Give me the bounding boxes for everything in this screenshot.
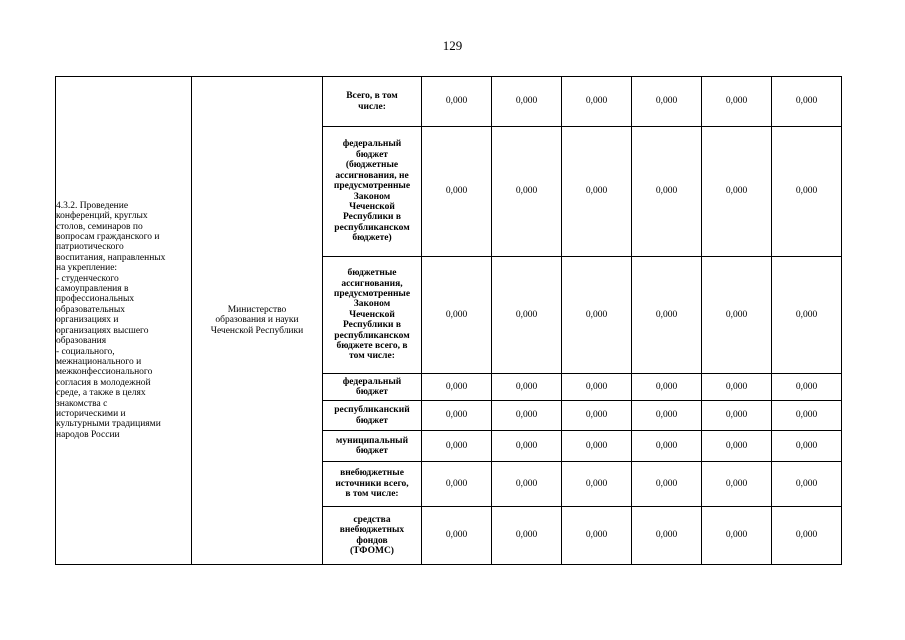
- funding-source-cell: [323, 401, 422, 431]
- value-cell: 0,000: [492, 431, 562, 462]
- value-cell: 0,000: [492, 507, 562, 565]
- value-cell: 0,000: [772, 462, 842, 507]
- value-cell: 0,000: [702, 431, 772, 462]
- value-cell: 0,000: [562, 77, 632, 127]
- value-cell: 0,000: [422, 431, 492, 462]
- value-cell: 0,000: [422, 77, 492, 127]
- value-cell: 0,000: [422, 401, 492, 431]
- funding-source-cell: [323, 462, 422, 507]
- funding-source-cell: [323, 431, 422, 462]
- funding-source-cell: [323, 374, 422, 401]
- executor-name: Министерство образования и науки Чеченской Республики: [210, 304, 304, 336]
- table-row: [56, 77, 842, 127]
- value-cell: 0,000: [702, 507, 772, 565]
- value-cell: 0,000: [562, 374, 632, 401]
- funding-source-cell: [323, 127, 422, 257]
- value-cell: 0,000: [632, 401, 702, 431]
- value-cell: 0,000: [562, 462, 632, 507]
- budget-table: [55, 76, 842, 565]
- value-cell: 0,000: [632, 431, 702, 462]
- value-cell: 0,000: [492, 401, 562, 431]
- value-cell: 0,000: [772, 127, 842, 257]
- value-cell: 0,000: [492, 77, 562, 127]
- value-cell: 0,000: [492, 127, 562, 257]
- funding-source-label: внебюджетные источники всего, в том числе:: [335, 468, 409, 500]
- executor-cell: [192, 77, 323, 565]
- measure-cell: [56, 77, 192, 565]
- value-cell: 0,000: [492, 374, 562, 401]
- value-cell: 0,000: [562, 507, 632, 565]
- page-number: 129: [442, 38, 463, 53]
- value-cell: 0,000: [562, 431, 632, 462]
- value-cell: 0,000: [632, 257, 702, 374]
- measure-description: 4.3.2. Проведение конференций, круглых столов, семинаров по вопросам гражданского и патриотического воспитания, направленных на укрепление: - студенческого самоуправления в профессиональных образовательных организациях и организациях высшего образования - социального, межнационального и межконфессионального согласия в молодежной среде, а также в целях знакомства с историческими и культурными традициями народов России: [56, 200, 166, 440]
- value-cell: 0,000: [632, 507, 702, 565]
- funding-source-label: муниципальный бюджет: [335, 435, 409, 456]
- value-cell: 0,000: [772, 374, 842, 401]
- value-cell: 0,000: [492, 257, 562, 374]
- value-cell: 0,000: [422, 257, 492, 374]
- value-cell: 0,000: [702, 77, 772, 127]
- value-cell: 0,000: [772, 77, 842, 127]
- funding-source-label: средства внебюджетных фондов (ТФОМС): [339, 514, 405, 556]
- funding-source-label: Всего, в том числе:: [346, 91, 398, 112]
- value-cell: 0,000: [702, 374, 772, 401]
- funding-source-label: республиканский бюджет: [334, 405, 410, 426]
- value-cell: 0,000: [492, 462, 562, 507]
- value-cell: 0,000: [772, 401, 842, 431]
- funding-source-cell: [323, 77, 422, 127]
- value-cell: 0,000: [562, 401, 632, 431]
- value-cell: 0,000: [702, 257, 772, 374]
- value-cell: 0,000: [632, 77, 702, 127]
- value-cell: 0,000: [632, 462, 702, 507]
- value-cell: 0,000: [702, 401, 772, 431]
- value-cell: 0,000: [772, 431, 842, 462]
- value-cell: 0,000: [632, 374, 702, 401]
- value-cell: 0,000: [422, 127, 492, 257]
- funding-source-cell: [323, 257, 422, 374]
- funding-source-label: федеральный бюджет (бюджетные ассигнования, не предусмотренные Законом Чеченской Республики в республиканском бюджете): [333, 139, 411, 244]
- funding-source-label: федеральный бюджет: [342, 376, 402, 397]
- value-cell: 0,000: [422, 462, 492, 507]
- value-cell: 0,000: [772, 257, 842, 374]
- value-cell: 0,000: [702, 462, 772, 507]
- value-cell: 0,000: [772, 507, 842, 565]
- funding-source-label: бюджетные ассигнования, предусмотренные Законом Чеченской Республики в республиканском бюджете всего, в том числе:: [333, 268, 411, 362]
- funding-source-cell: [323, 507, 422, 565]
- value-cell: 0,000: [632, 127, 702, 257]
- value-cell: 0,000: [702, 127, 772, 257]
- value-cell: 0,000: [562, 257, 632, 374]
- value-cell: 0,000: [422, 507, 492, 565]
- value-cell: 0,000: [422, 374, 492, 401]
- value-cell: 0,000: [562, 127, 632, 257]
